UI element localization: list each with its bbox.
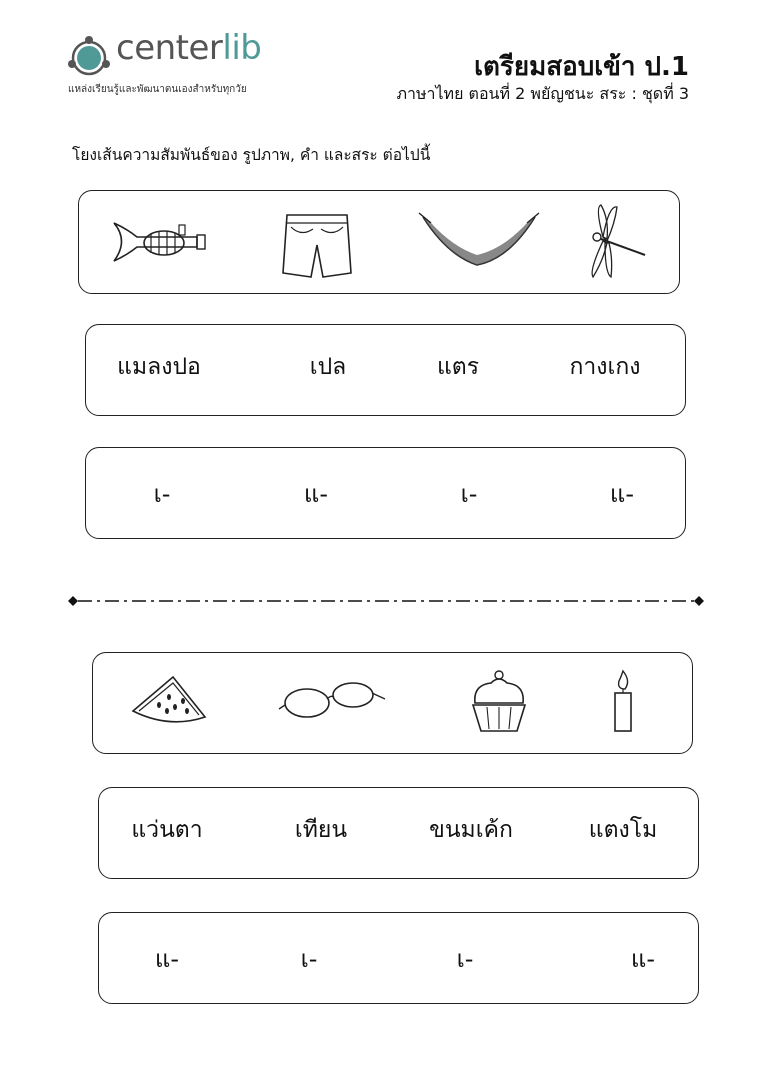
vowel-row-2 [98,912,699,1004]
hammock-icon [417,209,541,273]
picture-row-2 [92,652,693,754]
vowel-cell: แ- [609,480,635,508]
vowel-row-1 [85,447,686,539]
vowel-cell: เ- [460,480,478,508]
centerlib-logo [66,28,306,104]
word-cell: แว่นตา [131,817,203,843]
instruction-text: โยงเส้นความสัมพันธ์ของ รูปภาพ, คำ และสระ ต่อไปนี้ [72,146,431,164]
word-row-2 [98,787,699,879]
logo-wordmark: centerlib [116,28,262,68]
trumpet-icon [109,211,209,271]
dragonfly-icon [579,201,651,283]
vowel-cell: แ- [303,480,329,508]
worksheet-subtitle: ภาษาไทย ตอนที่ 2 พยัญชนะ สระ : ชุดที่ 3 [396,84,689,103]
word-row-1 [85,324,686,416]
logo-molecule-icon [66,34,112,80]
vowel-cell: แ- [630,945,656,973]
word-cell: แตงโม [588,817,658,843]
candle-icon [605,667,641,735]
word-cell: แมลงปอ [117,354,201,380]
word-cell: กางเกง [569,354,641,380]
worksheet-title: เตรียมสอบเข้า ป.1 [474,52,689,82]
watermelon-slice-icon [129,671,209,731]
word-cell: แตร [436,354,480,380]
section-divider [68,595,704,607]
eyeglasses-icon [277,675,387,725]
shorts-icon [277,207,357,281]
vowel-cell: เ- [153,480,171,508]
word-cell: ขนมเค้ก [429,817,513,843]
word-cell: เทียน [294,817,348,843]
vowel-cell: เ- [456,945,474,973]
picture-row-1 [78,190,680,294]
cupcake-icon [469,667,529,737]
logo-tagline: แหล่งเรียนรู้และพัฒนาตนเองสำหรับทุกวัย [68,84,247,95]
word-cell: เปล [309,354,347,380]
vowel-cell: เ- [300,945,318,973]
vowel-cell: แ- [154,945,180,973]
